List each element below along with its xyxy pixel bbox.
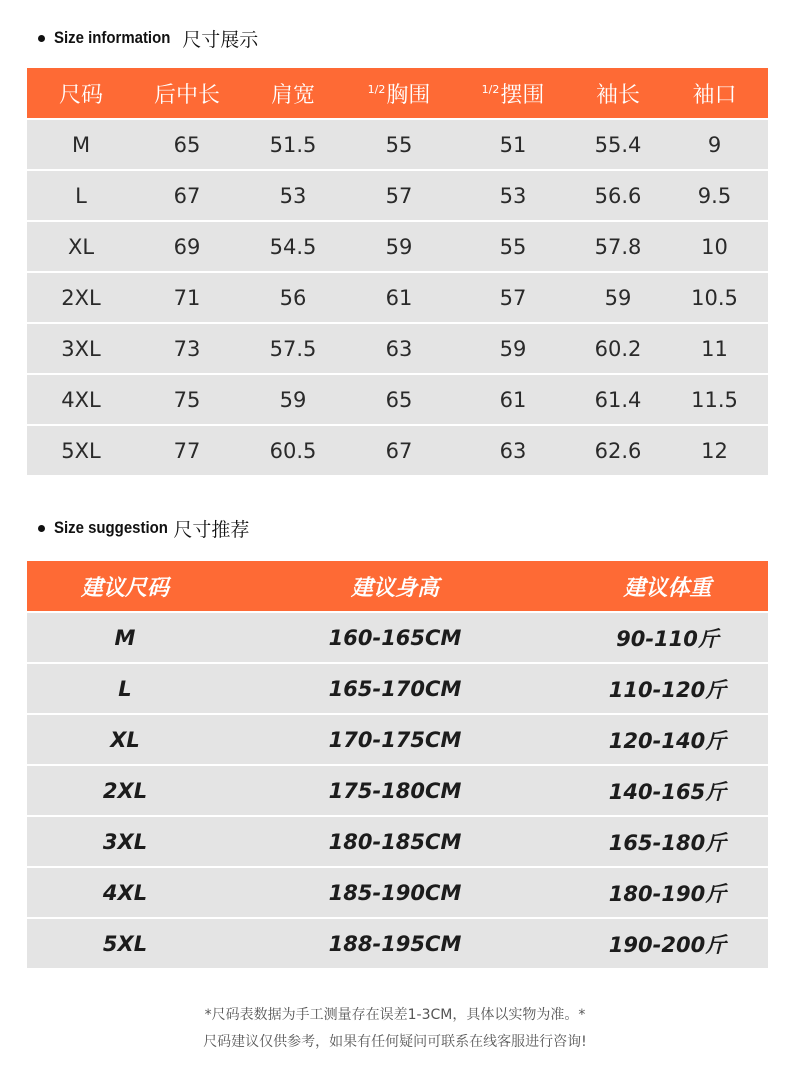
table-cell: 61 <box>347 272 451 323</box>
table-cell: 69 <box>135 221 239 272</box>
table-cell: M <box>27 119 135 170</box>
table-cell: 60.2 <box>575 323 661 374</box>
table-cell: 59 <box>575 272 661 323</box>
table-cell: 60.5 <box>239 425 347 475</box>
header-label: 后中长 <box>153 82 220 108</box>
table-cell: 2XL <box>27 272 135 323</box>
table-cell: 11 <box>661 323 768 374</box>
table-row <box>27 765 768 816</box>
table-cell: 165-180斤 <box>567 816 768 867</box>
table-cell: 53 <box>451 170 575 221</box>
table-cell: 51 <box>451 119 575 170</box>
table-row <box>27 612 768 663</box>
size-suggestion-header-cell: 建议体重 <box>623 575 712 601</box>
table-cell: 65 <box>135 119 239 170</box>
header-label: 摆围 <box>500 82 545 108</box>
table-cell: 51.5 <box>239 119 347 170</box>
table-cell: 2XL <box>27 765 223 816</box>
table-cell: XL <box>27 221 135 272</box>
size-suggestion-body <box>27 612 768 968</box>
table-cell: 57 <box>451 272 575 323</box>
table-cell: 10.5 <box>661 272 768 323</box>
size-suggestion-title-zh: 尺寸推荐 <box>173 518 250 541</box>
half-measure-superscript: 1/2 <box>481 82 500 96</box>
table-cell: 10 <box>661 221 768 272</box>
table-cell: 56.6 <box>575 170 661 221</box>
table-cell: 57.5 <box>239 323 347 374</box>
measurement-note: *尺码表数据为手工测量存在误差1-3CM，具体以实物为准。* <box>204 1007 586 1023</box>
size-information-header-cell <box>661 68 768 119</box>
table-cell: 165-170CM <box>223 663 567 714</box>
table-cell: 110-120斤 <box>567 663 768 714</box>
table-row <box>27 119 768 170</box>
table-cell: 180-185CM <box>223 816 567 867</box>
table-row <box>27 170 768 221</box>
table-cell: 3XL <box>27 816 223 867</box>
size-information-header-cell <box>451 68 575 119</box>
table-row <box>27 272 768 323</box>
table-cell: 180-190斤 <box>567 867 768 918</box>
table-cell: 57 <box>347 170 451 221</box>
header-label: 袖长 <box>595 82 640 108</box>
size-information-header-cell <box>347 68 451 119</box>
table-cell: 63 <box>347 323 451 374</box>
table-cell: 61.4 <box>575 374 661 425</box>
bullet-dot-icon <box>38 35 45 42</box>
table-cell: 90-110斤 <box>567 612 768 663</box>
table-cell: 59 <box>347 221 451 272</box>
size-suggestion-table <box>27 561 768 968</box>
table-row <box>27 425 768 475</box>
table-row <box>27 663 768 714</box>
table-cell: 170-175CM <box>223 714 567 765</box>
table-cell: 54.5 <box>239 221 347 272</box>
table-cell: L <box>27 663 223 714</box>
table-cell: 59 <box>239 374 347 425</box>
table-cell: 9 <box>661 119 768 170</box>
table-row <box>27 816 768 867</box>
size-information-header-cell <box>27 68 135 119</box>
table-cell: 71 <box>135 272 239 323</box>
table-cell: 3XL <box>27 323 135 374</box>
header-label: 袖口 <box>692 82 737 108</box>
size-information-heading <box>38 23 258 53</box>
table-cell: 53 <box>239 170 347 221</box>
table-cell: 120-140斤 <box>567 714 768 765</box>
consult-note: 尺码建议仅供参考，如果有任何疑问可联系在线客服进行咨询! <box>203 1034 587 1050</box>
table-cell: 63 <box>451 425 575 475</box>
header-label: 胸围 <box>386 82 431 108</box>
table-cell: 11.5 <box>661 374 768 425</box>
table-cell: 77 <box>135 425 239 475</box>
table-cell: M <box>27 612 223 663</box>
table-cell: 56 <box>239 272 347 323</box>
bullet-dot-icon <box>38 525 45 532</box>
table-cell: 4XL <box>27 374 135 425</box>
table-cell: 55.4 <box>575 119 661 170</box>
table-cell: 57.8 <box>575 221 661 272</box>
table-cell: 5XL <box>27 918 223 968</box>
table-row <box>27 323 768 374</box>
size-suggestion-header-cell: 建议身高 <box>350 575 439 601</box>
table-cell: 4XL <box>27 867 223 918</box>
table-row <box>27 918 768 968</box>
table-row <box>27 714 768 765</box>
size-suggestion-title-en: Size suggestion <box>54 518 168 537</box>
table-cell: 160-165CM <box>223 612 567 663</box>
size-suggestion-header-cell: 建议尺码 <box>80 575 169 601</box>
size-information-title-zh: 尺寸展示 <box>182 28 259 51</box>
table-cell: 61 <box>451 374 575 425</box>
size-information-header-cell <box>239 68 347 119</box>
table-cell: L <box>27 170 135 221</box>
table-cell: 12 <box>661 425 768 475</box>
table-cell: 188-195CM <box>223 918 567 968</box>
half-measure-superscript: 1/2 <box>367 82 386 96</box>
table-cell: 75 <box>135 374 239 425</box>
size-suggestion-header-row <box>27 561 768 612</box>
table-cell: 55 <box>451 221 575 272</box>
table-cell: 175-180CM <box>223 765 567 816</box>
table-cell: XL <box>27 714 223 765</box>
size-information-header-cell <box>135 68 239 119</box>
table-cell: 65 <box>347 374 451 425</box>
table-row <box>27 867 768 918</box>
size-information-body <box>27 119 768 475</box>
table-cell: 185-190CM <box>223 867 567 918</box>
size-information-header-cell <box>575 68 661 119</box>
table-cell: 140-165斤 <box>567 765 768 816</box>
table-row <box>27 374 768 425</box>
header-label: 肩宽 <box>270 82 315 108</box>
table-cell: 9.5 <box>661 170 768 221</box>
table-cell: 62.6 <box>575 425 661 475</box>
table-cell: 67 <box>135 170 239 221</box>
size-information-table <box>27 68 768 475</box>
table-cell: 55 <box>347 119 451 170</box>
table-cell: 73 <box>135 323 239 374</box>
table-cell: 59 <box>451 323 575 374</box>
size-suggestion-heading <box>38 513 249 543</box>
size-information-title-en: Size information <box>54 28 171 47</box>
header-label: 尺码 <box>58 82 103 108</box>
table-cell: 5XL <box>27 425 135 475</box>
size-information-header-row <box>27 68 768 119</box>
table-row <box>27 221 768 272</box>
table-cell: 190-200斤 <box>567 918 768 968</box>
table-cell: 67 <box>347 425 451 475</box>
